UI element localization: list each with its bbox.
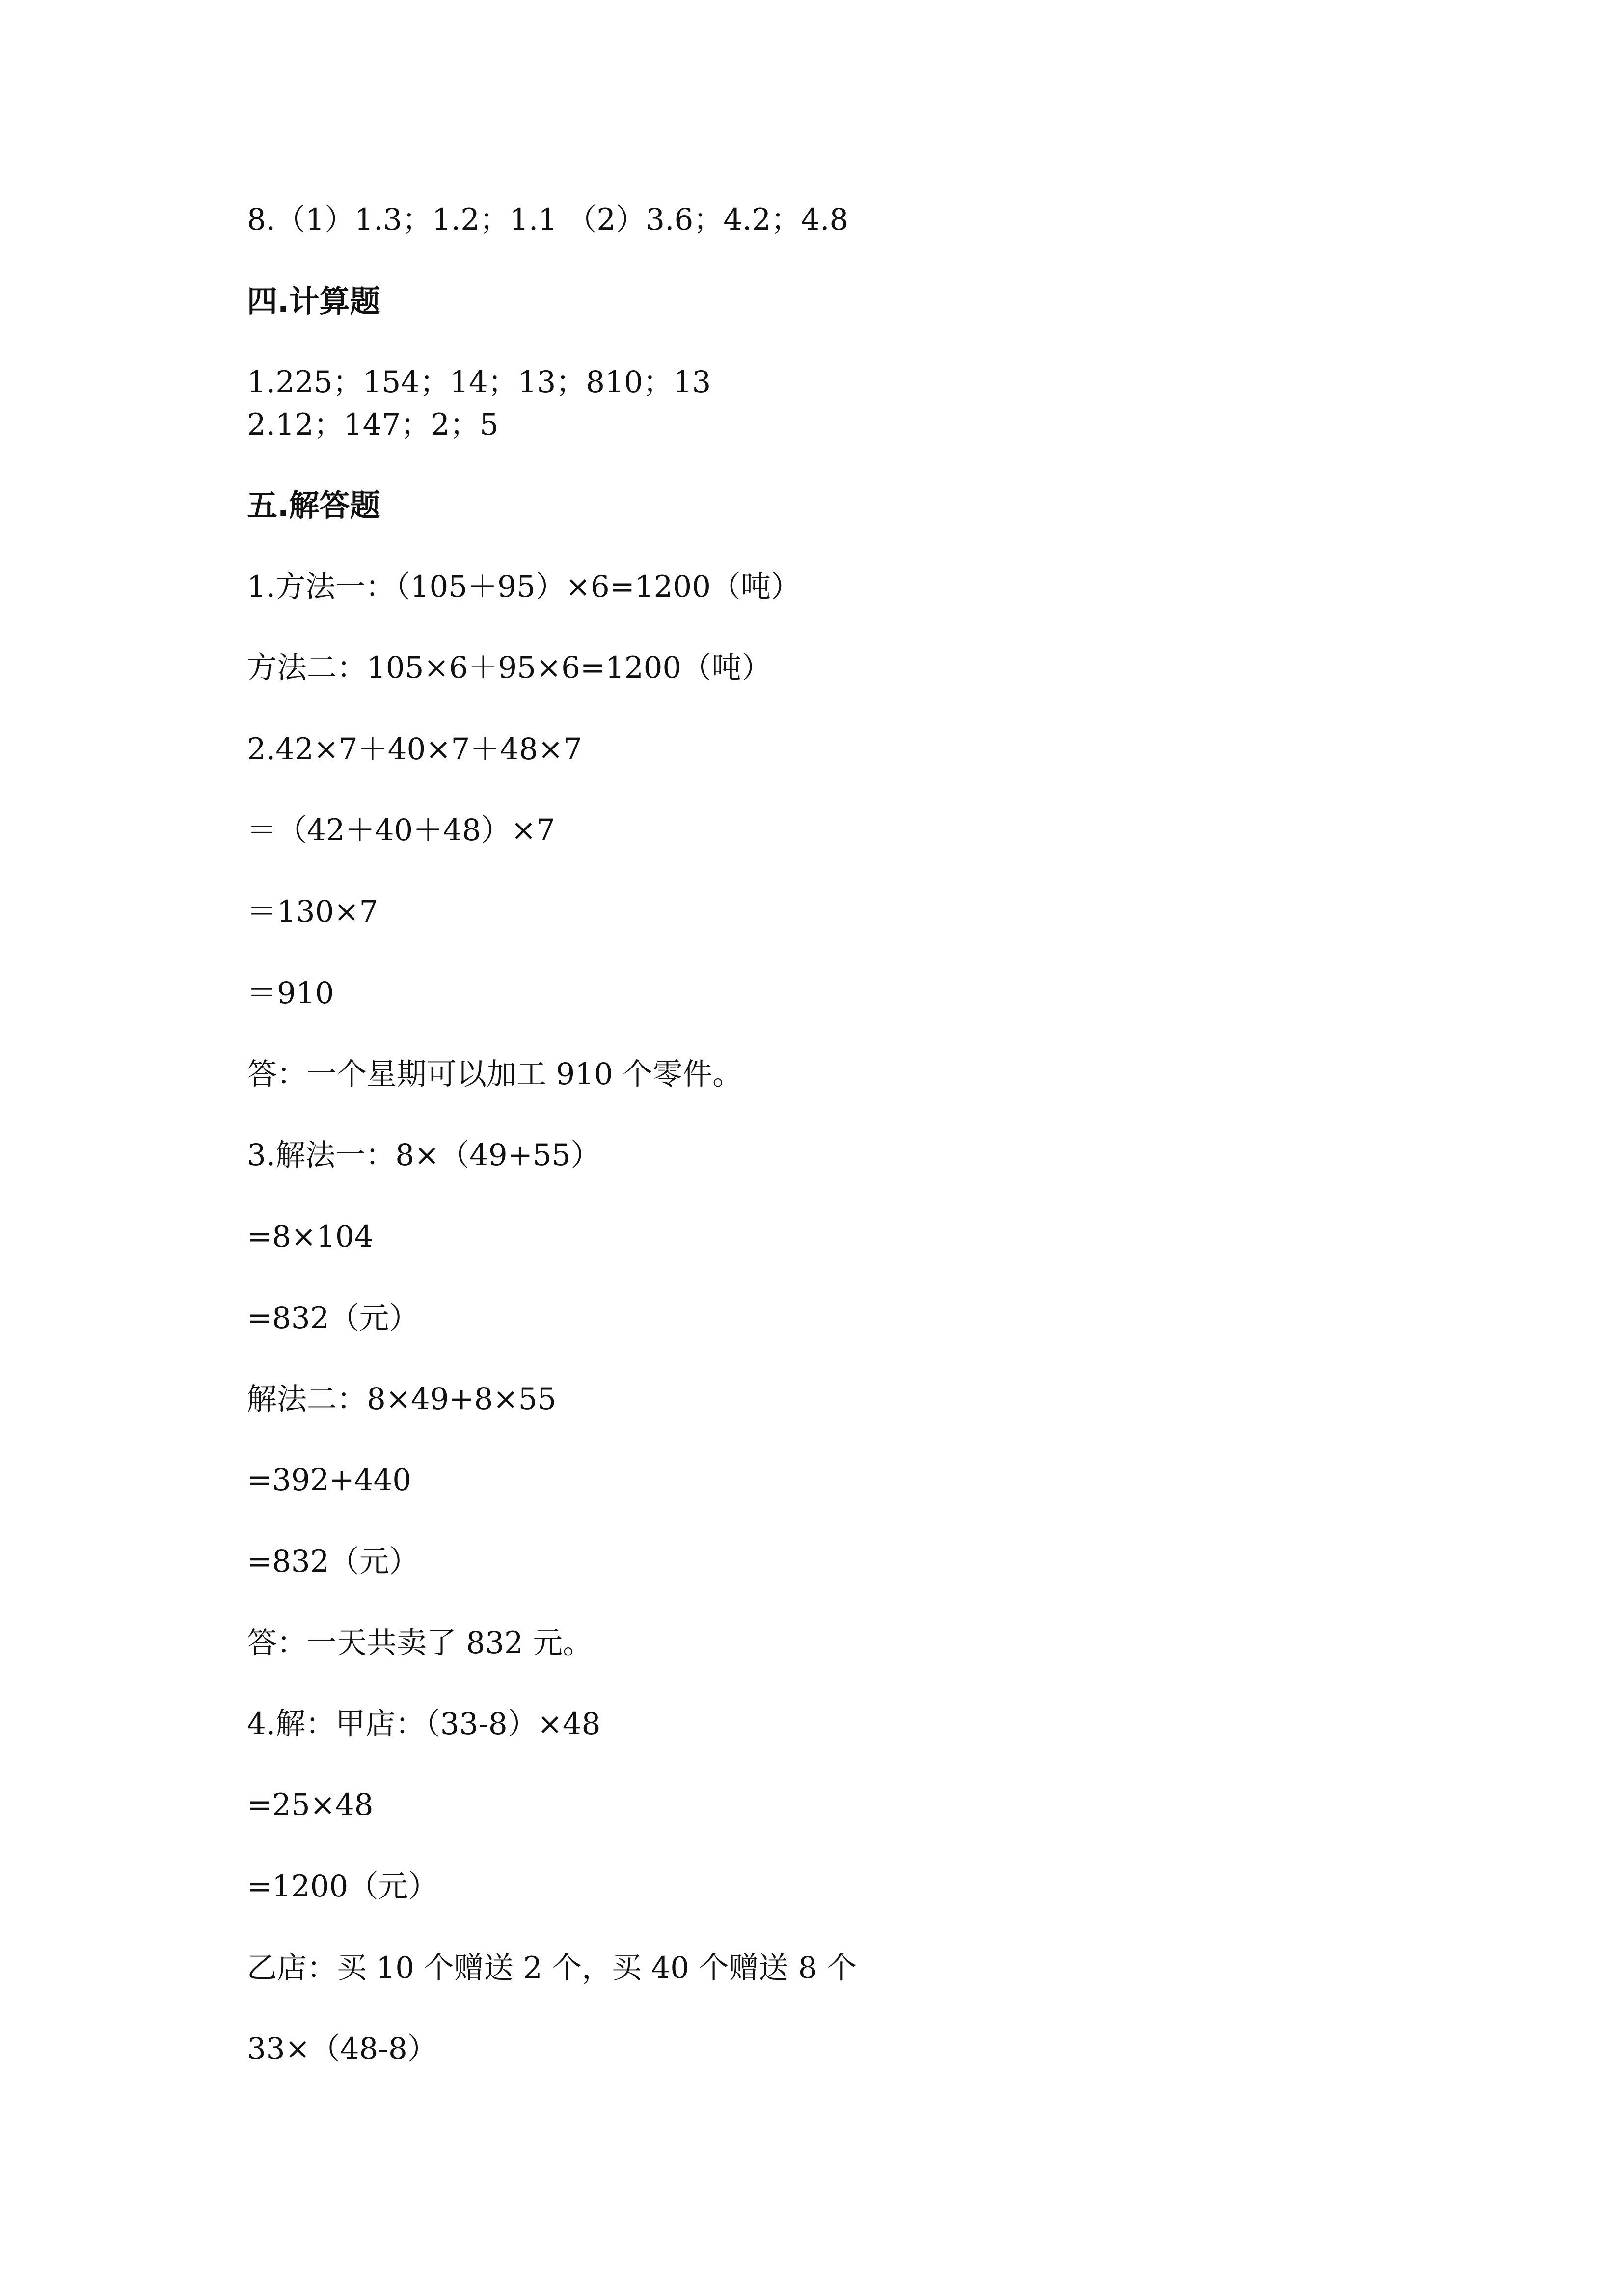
- section-4-answer-1: 1.225；154；14；13；810；13: [247, 365, 711, 400]
- answer-5-4-line-5: 33×（48-8）: [247, 2031, 437, 2066]
- section-4-title: 四.计算题: [247, 283, 380, 319]
- answer-5-3-conclusion: 答：一天共卖了 832 元。: [247, 1626, 593, 1660]
- answer-q8: 8.（1）1.3；1.2；1.1 （2）3.6；4.2；4.8: [247, 202, 849, 237]
- answer-5-4-line-3: =1200（元）: [247, 1869, 438, 1904]
- answer-5-2-line-1: 2.42×7＋40×7＋48×7: [247, 732, 582, 767]
- answer-5-1-method-2: 方法二：105×6＋95×6=1200（吨）: [247, 650, 772, 685]
- answer-5-3-line-3: =832（元）: [247, 1301, 419, 1335]
- answer-5-4-line-1: 4.解：甲店：（33-8）×48: [247, 1707, 601, 1741]
- answer-5-3-line-1: 3.解法一：8×（49+55）: [247, 1138, 601, 1173]
- answer-5-2-line-2: ＝（42＋40＋48）×7: [247, 813, 555, 848]
- answer-5-2-line-3: ＝130×7: [247, 894, 379, 929]
- answer-5-4-line-2: =25×48: [247, 1788, 374, 1822]
- answer-5-3-line-5: =392+440: [247, 1463, 412, 1497]
- answer-5-2-line-4: ＝910: [247, 976, 334, 1011]
- answer-5-3-line-2: =8×104: [247, 1219, 374, 1254]
- answer-5-1-method-1: 1.方法一：（105＋95）×6=1200（吨）: [247, 569, 801, 604]
- answer-5-3-line-6: =832（元）: [247, 1544, 419, 1579]
- answer-5-3-line-4: 解法二：8×49+8×55: [247, 1382, 557, 1416]
- section-4-answer-2: 2.12；147；2；5: [247, 407, 499, 442]
- answer-5-4-line-4: 乙店：买 10 个赠送 2 个，买 40 个赠送 8 个: [247, 1950, 857, 1985]
- answer-5-2-conclusion: 答：一个星期可以加工 910 个零件。: [247, 1057, 743, 1092]
- section-5-title: 五.解答题: [247, 487, 380, 523]
